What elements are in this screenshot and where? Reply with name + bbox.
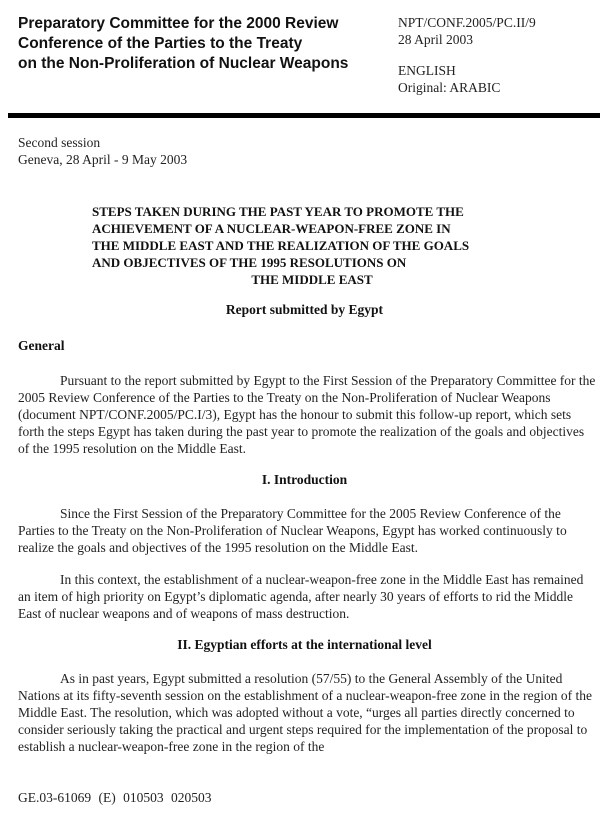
paragraph-text: As in past years, Egypt submitted a resolution (57/55) to the General Assembly of the United Nations at its fifty-seventh session on the establishment of a nuclear-weapon-free zone in the region of the Middle East. The resolution, which was adopted without a vote, “urges all parties directly concerned to consider seriously taking the practical and urgent steps required for the implementation of the proposal to establish a nuclear-weapon-free zone in the region of the: [18, 671, 593, 754]
report-subtitle: Report submitted by Egypt: [225, 302, 384, 317]
title-line: THE MIDDLE EAST: [251, 272, 373, 287]
document-language: ENGLISH: [398, 63, 456, 78]
paragraph-general: [18, 372, 596, 457]
paragraph-intro-2: [18, 571, 596, 622]
paragraph-international: [18, 670, 596, 755]
title-line: AND OBJECTIVES OF THE 1995 RESOLUTIONS ON: [92, 255, 407, 270]
session-name: Second session: [18, 135, 101, 150]
session-place-dates: Geneva, 28 April - 9 May 2003: [18, 152, 188, 167]
paragraph-text: In this context, the establishment of a nuclear-weapon-free zone in the Middle East has remained an item of high priority on Egypt’s diplomatic agenda, after nearly 30 years of efforts to rid the Middle East of nuclear weapons and of weapons of mass destruction.: [18, 572, 584, 621]
paragraph-text: Since the First Session of the Preparatory Committee for the 2005 Review Conference of the Parties to the Treaty on the Non-Proliferation of Nuclear Weapons, Egypt has worked continuously to realize the goals and objectives of the 1995 resolution on the Middle East.: [18, 506, 567, 555]
title-line: STEPS TAKEN DURING THE PAST YEAR TO PROMOTE THE: [92, 204, 464, 219]
committee-line: Conference of the Parties to the Treaty: [18, 35, 303, 52]
section-heading-international: II. Egyptian efforts at the international level: [177, 637, 432, 652]
session-info: [18, 134, 187, 168]
committee-line: Preparatory Committee for the 2000 Review: [18, 15, 339, 32]
section-heading-general: General: [18, 338, 65, 353]
document-title: [92, 203, 532, 288]
paragraph-intro-1: [18, 505, 596, 556]
committee-line: on the Non-Proliferation of Nuclear Weapons: [18, 55, 349, 72]
document-date: 28 April 2003: [398, 32, 474, 47]
title-line: ACHIEVEMENT OF A NUCLEAR-WEAPON-FREE ZONE IN: [92, 221, 451, 236]
paragraph-text: Pursuant to the report submitted by Egypt to the First Session of the Preparatory Committee for the 2005 Review Conference of the Parties to the Treaty on the Non-Proliferation of Nuclear Weapons (document NPT/CONF.2005/PC.I/3), Egypt has the honour to submit this follow-up report, which sets forth the steps Egypt has taken during the past year to promote the realization of the goals and objectives of the 1995 resolution on the Middle East.: [18, 373, 596, 456]
section-heading-introduction: I. Introduction: [261, 472, 348, 487]
document-original-language: Original: ARABIC: [398, 80, 501, 95]
document-symbol: NPT/CONF.2005/PC.II/9: [398, 15, 536, 30]
title-line: THE MIDDLE EAST AND THE REALIZATION OF THE GOALS: [92, 238, 470, 253]
committee-name: [18, 14, 378, 74]
header-rule: [8, 113, 600, 118]
footer-job-number: GE.03-61069 (E) 010503 020503: [18, 790, 212, 805]
document-meta: [398, 14, 536, 96]
